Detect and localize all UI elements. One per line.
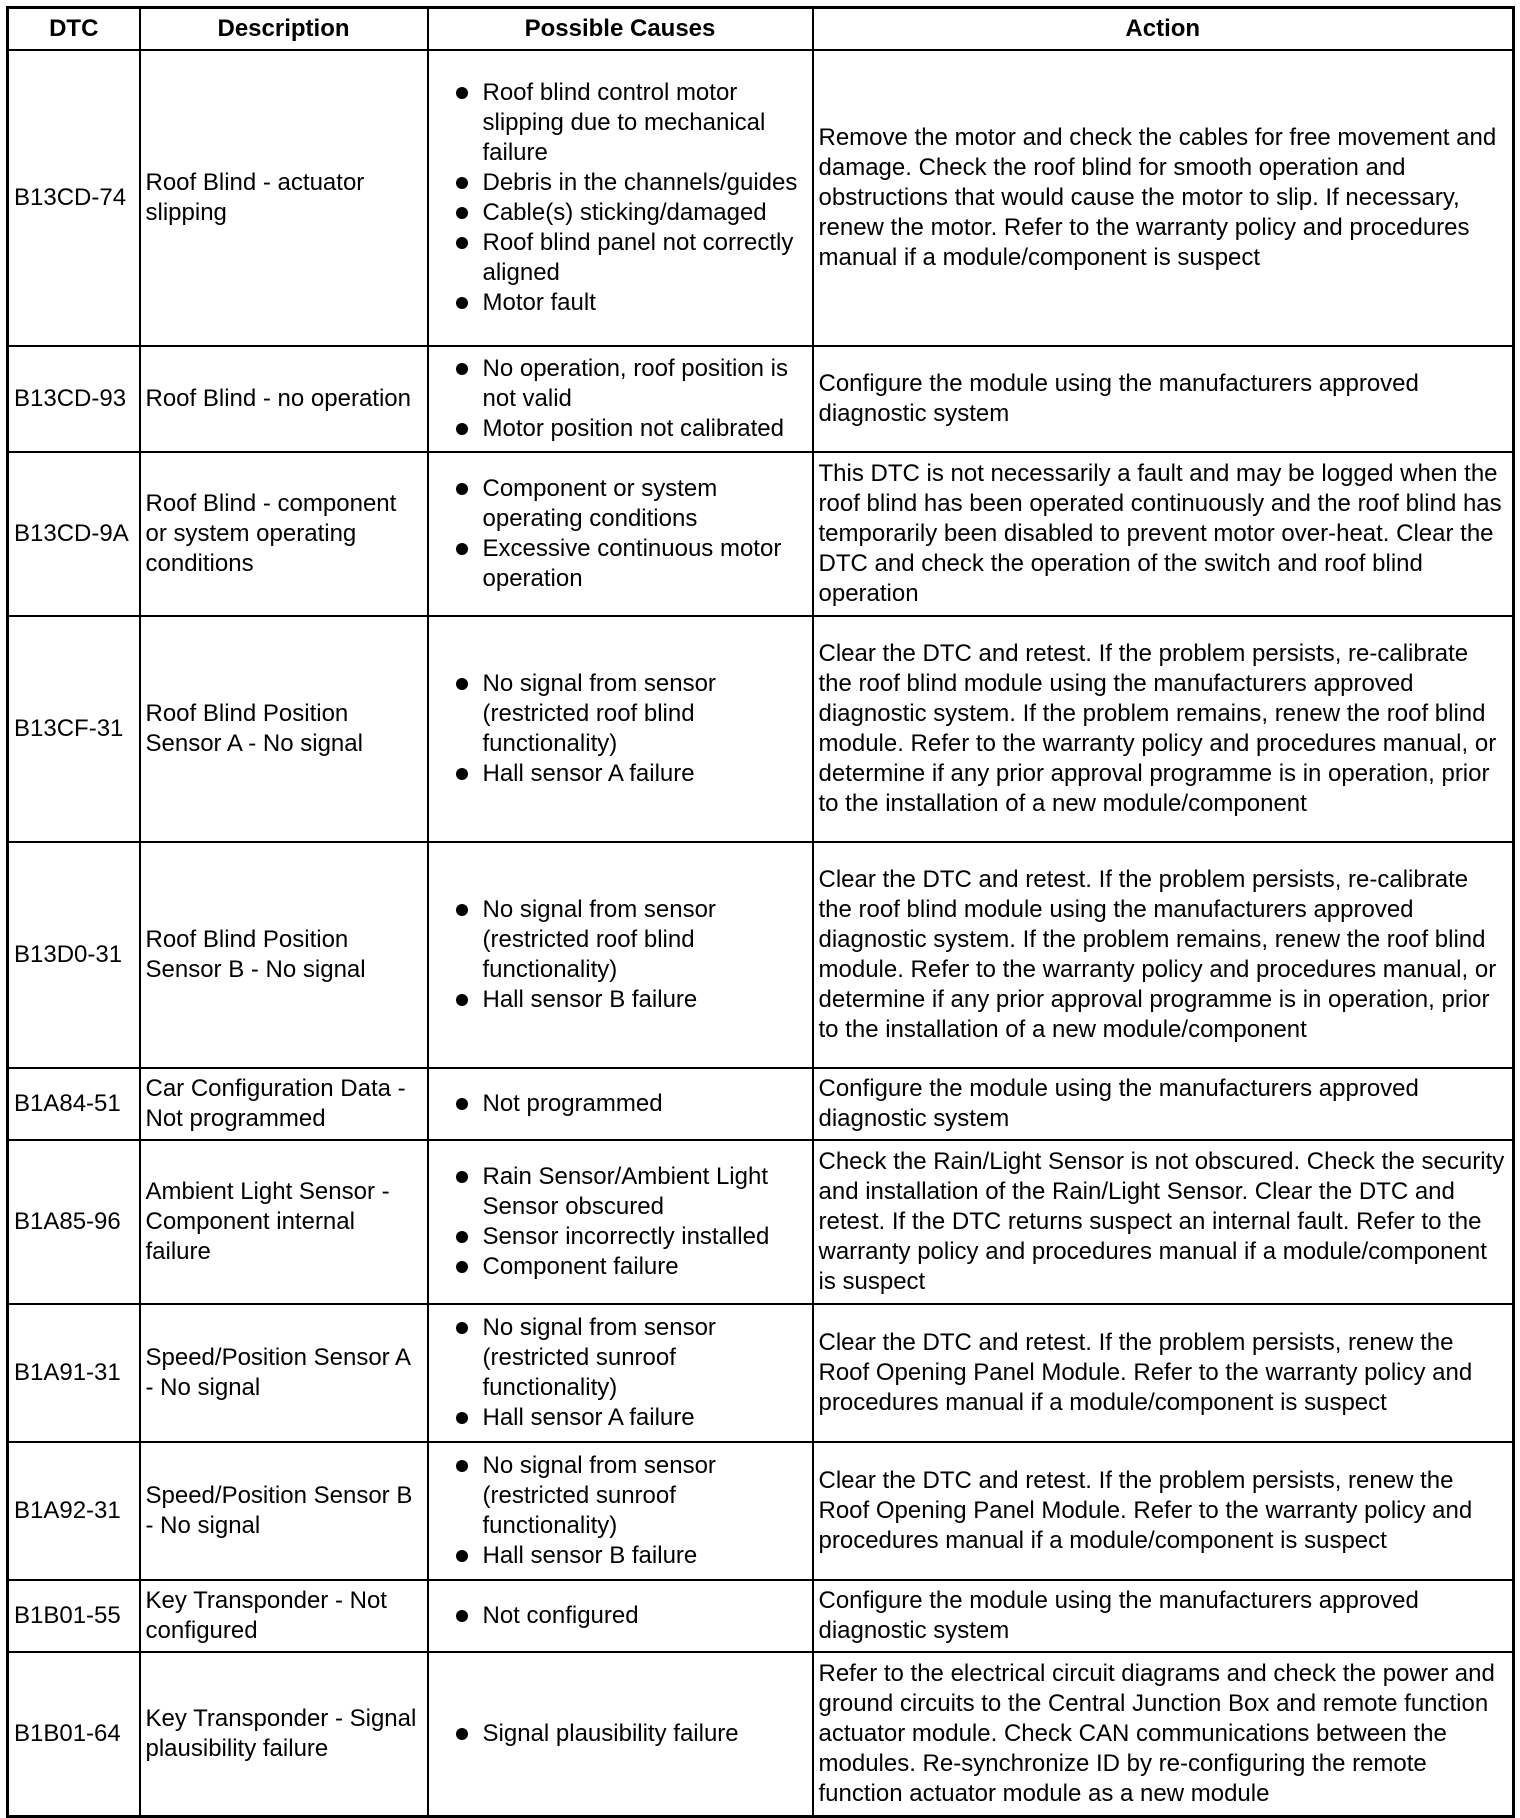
action-text: Clear the DTC and retest. If the problem persists, re-calibrate the roof blind module using the manufacturers approved diagnostic system. If the problem remains, renew the roof blind module. Refer to the warranty policy and procedures manual, or determine if any prior approval programme is in operation, prior to the installation of a new module/component	[813, 616, 1514, 842]
header-possible-causes: Possible Causes	[428, 8, 813, 51]
possible-causes-cell	[428, 452, 813, 616]
dtc-code: B13CD-93	[8, 346, 140, 452]
dtc-description: Car Configuration Data - Not programmed	[140, 1068, 428, 1140]
dtc-code: B13D0-31	[8, 842, 140, 1068]
possible-causes-cell	[428, 346, 813, 452]
dtc-code: B1B01-55	[8, 1580, 140, 1652]
possible-causes-cell	[428, 1652, 813, 1816]
action-text: Clear the DTC and retest. If the problem persists, renew the Roof Opening Panel Module. Refer to the warranty policy and procedures manual if a module/component is suspect	[813, 1442, 1514, 1580]
table-row	[8, 1652, 1514, 1816]
possible-cause-item: Not configured	[434, 1601, 807, 1631]
table-row	[8, 452, 1514, 616]
dtc-description: Speed/Position Sensor B - No signal	[140, 1442, 428, 1580]
dtc-code: B13CD-74	[8, 50, 140, 346]
possible-cause-item: Component or system operating conditions	[434, 474, 807, 534]
possible-cause-item: Hall sensor A failure	[434, 1403, 807, 1433]
possible-cause-item: Roof blind panel not correctly aligned	[434, 228, 807, 288]
possible-causes-cell	[428, 616, 813, 842]
header-action: Action	[813, 8, 1514, 51]
possible-causes-cell	[428, 50, 813, 346]
header-description: Description	[140, 8, 428, 51]
action-text: Clear the DTC and retest. If the problem persists, re-calibrate the roof blind module using the manufacturers approved diagnostic system. If the problem remains, renew the roof blind module. Refer to the warranty policy and procedures manual, or determine if any prior approval programme is in operation, prior to the installation of a new module/component	[813, 842, 1514, 1068]
possible-cause-item: Hall sensor A failure	[434, 759, 807, 789]
possible-causes-cell	[428, 1068, 813, 1140]
table-body	[8, 50, 1514, 1816]
dtc-description: Roof Blind Position Sensor A - No signal	[140, 616, 428, 842]
table-row	[8, 1580, 1514, 1652]
table-row	[8, 1140, 1514, 1304]
dtc-code: B1A85-96	[8, 1140, 140, 1304]
possible-causes-list	[434, 1601, 807, 1631]
dtc-code: B1A92-31	[8, 1442, 140, 1580]
action-text: Configure the module using the manufacturers approved diagnostic system	[813, 1068, 1514, 1140]
action-text: Refer to the electrical circuit diagrams and check the power and ground circuits to the Central Junction Box and remote function actuator module. Check CAN communications between the modules. Re-synchronize ID by re-configuring the remote function actuator module as a new module	[813, 1652, 1514, 1816]
possible-causes-list	[434, 1451, 807, 1571]
dtc-description: Key Transponder - Not configured	[140, 1580, 428, 1652]
action-text: Check the Rain/Light Sensor is not obscured. Check the security and installation of the Rain/Light Sensor. Clear the DTC and retest. If the DTC returns suspect an internal fault. Refer to the warranty policy and procedures manual if a module/component is suspect	[813, 1140, 1514, 1304]
possible-cause-item: No signal from sensor (restricted roof blind functionality)	[434, 895, 807, 985]
table-row	[8, 1304, 1514, 1442]
dtc-code: B1B01-64	[8, 1652, 140, 1816]
possible-causes-list	[434, 1719, 807, 1749]
possible-causes-list	[434, 1162, 807, 1282]
possible-causes-cell	[428, 1442, 813, 1580]
dtc-description: Roof Blind - no operation	[140, 346, 428, 452]
action-text: Remove the motor and check the cables for free movement and damage. Check the roof blind for smooth operation and obstructions that would cause the motor to slip. If necessary, renew the motor. Refer to the warranty policy and procedures manual if a module/component is suspect	[813, 50, 1514, 346]
dtc-description: Roof Blind Position Sensor B - No signal	[140, 842, 428, 1068]
dtc-table	[6, 6, 1515, 1818]
possible-cause-item: Component failure	[434, 1252, 807, 1282]
possible-causes-list	[434, 474, 807, 594]
dtc-code: B13CD-9A	[8, 452, 140, 616]
possible-causes-list	[434, 1089, 807, 1119]
table-row	[8, 50, 1514, 346]
dtc-description: Ambient Light Sensor - Component internal failure	[140, 1140, 428, 1304]
possible-cause-item: Motor fault	[434, 288, 807, 318]
table-row	[8, 1442, 1514, 1580]
dtc-code: B1A84-51	[8, 1068, 140, 1140]
possible-causes-list	[434, 78, 807, 318]
action-text: Configure the module using the manufacturers approved diagnostic system	[813, 346, 1514, 452]
header-dtc: DTC	[8, 8, 140, 51]
possible-causes-cell	[428, 842, 813, 1068]
table-row	[8, 842, 1514, 1068]
possible-cause-item: No operation, roof position is not valid	[434, 354, 807, 414]
action-text: This DTC is not necessarily a fault and may be logged when the roof blind has been operated continuously and the roof blind has temporarily been disabled to prevent motor over-heat. Clear the DTC and check the operation of the switch and roof blind operation	[813, 452, 1514, 616]
possible-cause-item: Motor position not calibrated	[434, 414, 807, 444]
possible-causes-list	[434, 354, 807, 444]
table-row	[8, 346, 1514, 452]
possible-cause-item: Sensor incorrectly installed	[434, 1222, 807, 1252]
possible-cause-item: No signal from sensor (restricted sunroof functionality)	[434, 1451, 807, 1541]
possible-causes-list	[434, 1313, 807, 1433]
action-text: Configure the module using the manufacturers approved diagnostic system	[813, 1580, 1514, 1652]
dtc-code: B1A91-31	[8, 1304, 140, 1442]
possible-cause-item: No signal from sensor (restricted roof blind functionality)	[434, 669, 807, 759]
possible-cause-item: Rain Sensor/Ambient Light Sensor obscured	[434, 1162, 807, 1222]
possible-causes-cell	[428, 1580, 813, 1652]
possible-cause-item: Excessive continuous motor operation	[434, 534, 807, 594]
possible-cause-item: Debris in the channels/guides	[434, 168, 807, 198]
dtc-description: Roof Blind - component or system operating conditions	[140, 452, 428, 616]
table-row	[8, 616, 1514, 842]
action-text: Clear the DTC and retest. If the problem persists, renew the Roof Opening Panel Module. Refer to the warranty policy and procedures manual if a module/component is suspect	[813, 1304, 1514, 1442]
possible-cause-item: Cable(s) sticking/damaged	[434, 198, 807, 228]
dtc-description: Key Transponder - Signal plausibility failure	[140, 1652, 428, 1816]
possible-causes-list	[434, 669, 807, 789]
header-row	[8, 8, 1514, 51]
dtc-code: B13CF-31	[8, 616, 140, 842]
possible-cause-item: Hall sensor B failure	[434, 985, 807, 1015]
possible-cause-item: No signal from sensor (restricted sunroof functionality)	[434, 1313, 807, 1403]
possible-cause-item: Hall sensor B failure	[434, 1541, 807, 1571]
table-row	[8, 1068, 1514, 1140]
possible-cause-item: Roof blind control motor slipping due to mechanical failure	[434, 78, 807, 168]
possible-cause-item: Signal plausibility failure	[434, 1719, 807, 1749]
possible-causes-list	[434, 895, 807, 1015]
dtc-description: Roof Blind - actuator slipping	[140, 50, 428, 346]
possible-causes-cell	[428, 1304, 813, 1442]
possible-cause-item: Not programmed	[434, 1089, 807, 1119]
dtc-description: Speed/Position Sensor A - No signal	[140, 1304, 428, 1442]
possible-causes-cell	[428, 1140, 813, 1304]
